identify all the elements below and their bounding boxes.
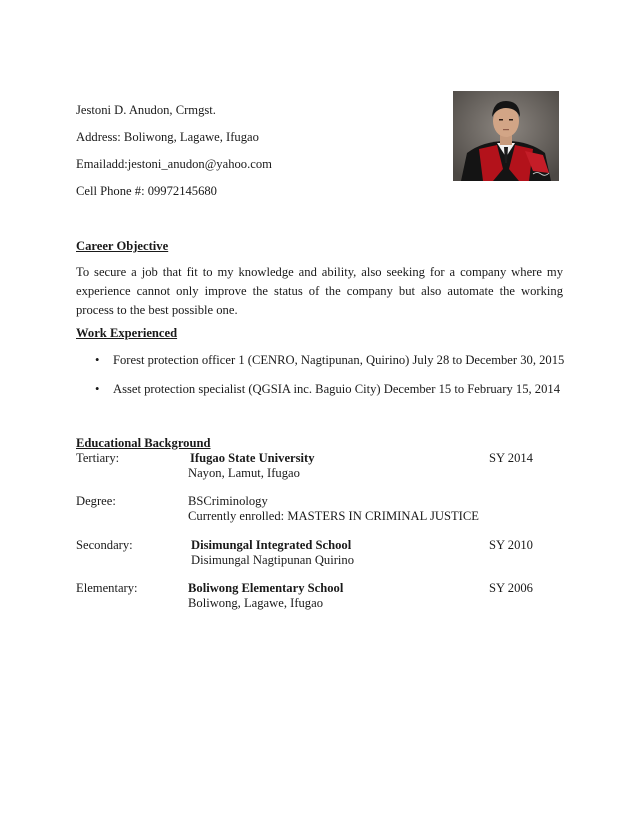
career-objective-heading: Career Objective [76,239,169,253]
edu-year-secondary: SY 2010 [489,538,533,552]
applicant-name: Jestoni D. Anudon, Crmgst. [76,103,216,117]
work-item: Asset protection specialist (QGSIA inc. Baguio City) December 15 to February 15, 2014 [113,382,560,396]
edu-detail-secondary: Disimungal Nagtipunan Quirino [191,553,354,567]
edu-label-secondary: Secondary: [76,538,133,552]
bullet-icon: • [95,353,100,367]
edu-label-tertiary: Tertiary: [76,451,120,465]
graduation-portrait-icon [453,91,559,181]
education-heading: Educational Background [76,436,211,450]
edu-label-elementary: Elementary: [76,581,138,595]
bullet-icon: • [95,382,100,396]
edu-detail-degree: Currently enrolled: MASTERS IN CRIMINAL JUSTICE [188,509,479,523]
edu-detail-tertiary: Nayon, Lamut, Ifugao [188,466,300,480]
address-line: Address: Boliwong, Lagawe, Ifugao [76,130,259,144]
career-objective-text: To secure a job that fit to my knowledge and ability, also seeking for a company where my experience cannot only improve the status of the company but also automate the working process to the best possible one. [76,265,563,317]
work-experience-heading: Work Experienced [76,326,178,340]
edu-school-elementary: Boliwong Elementary School [188,581,344,595]
applicant-photo [453,91,559,181]
edu-degree-name: BSCriminology [188,494,268,508]
work-item: Forest protection officer 1 (CENRO, Nagtipunan, Quirino) July 28 to December 30, 2015 [113,353,565,367]
edu-label-degree: Degree: [76,494,116,508]
edu-school-tertiary: Ifugao State University [190,451,315,465]
edu-year-elementary: SY 2006 [489,581,533,595]
edu-school-secondary: Disimungal Integrated School [191,538,352,552]
edu-detail-elementary: Boliwong, Lagawe, Ifugao [188,596,323,610]
edu-year-tertiary: SY 2014 [489,451,533,465]
phone-line: Cell Phone #: 09972145680 [76,184,217,198]
email-line: Emailadd:jestoni_anudon@yahoo.com [76,157,272,171]
